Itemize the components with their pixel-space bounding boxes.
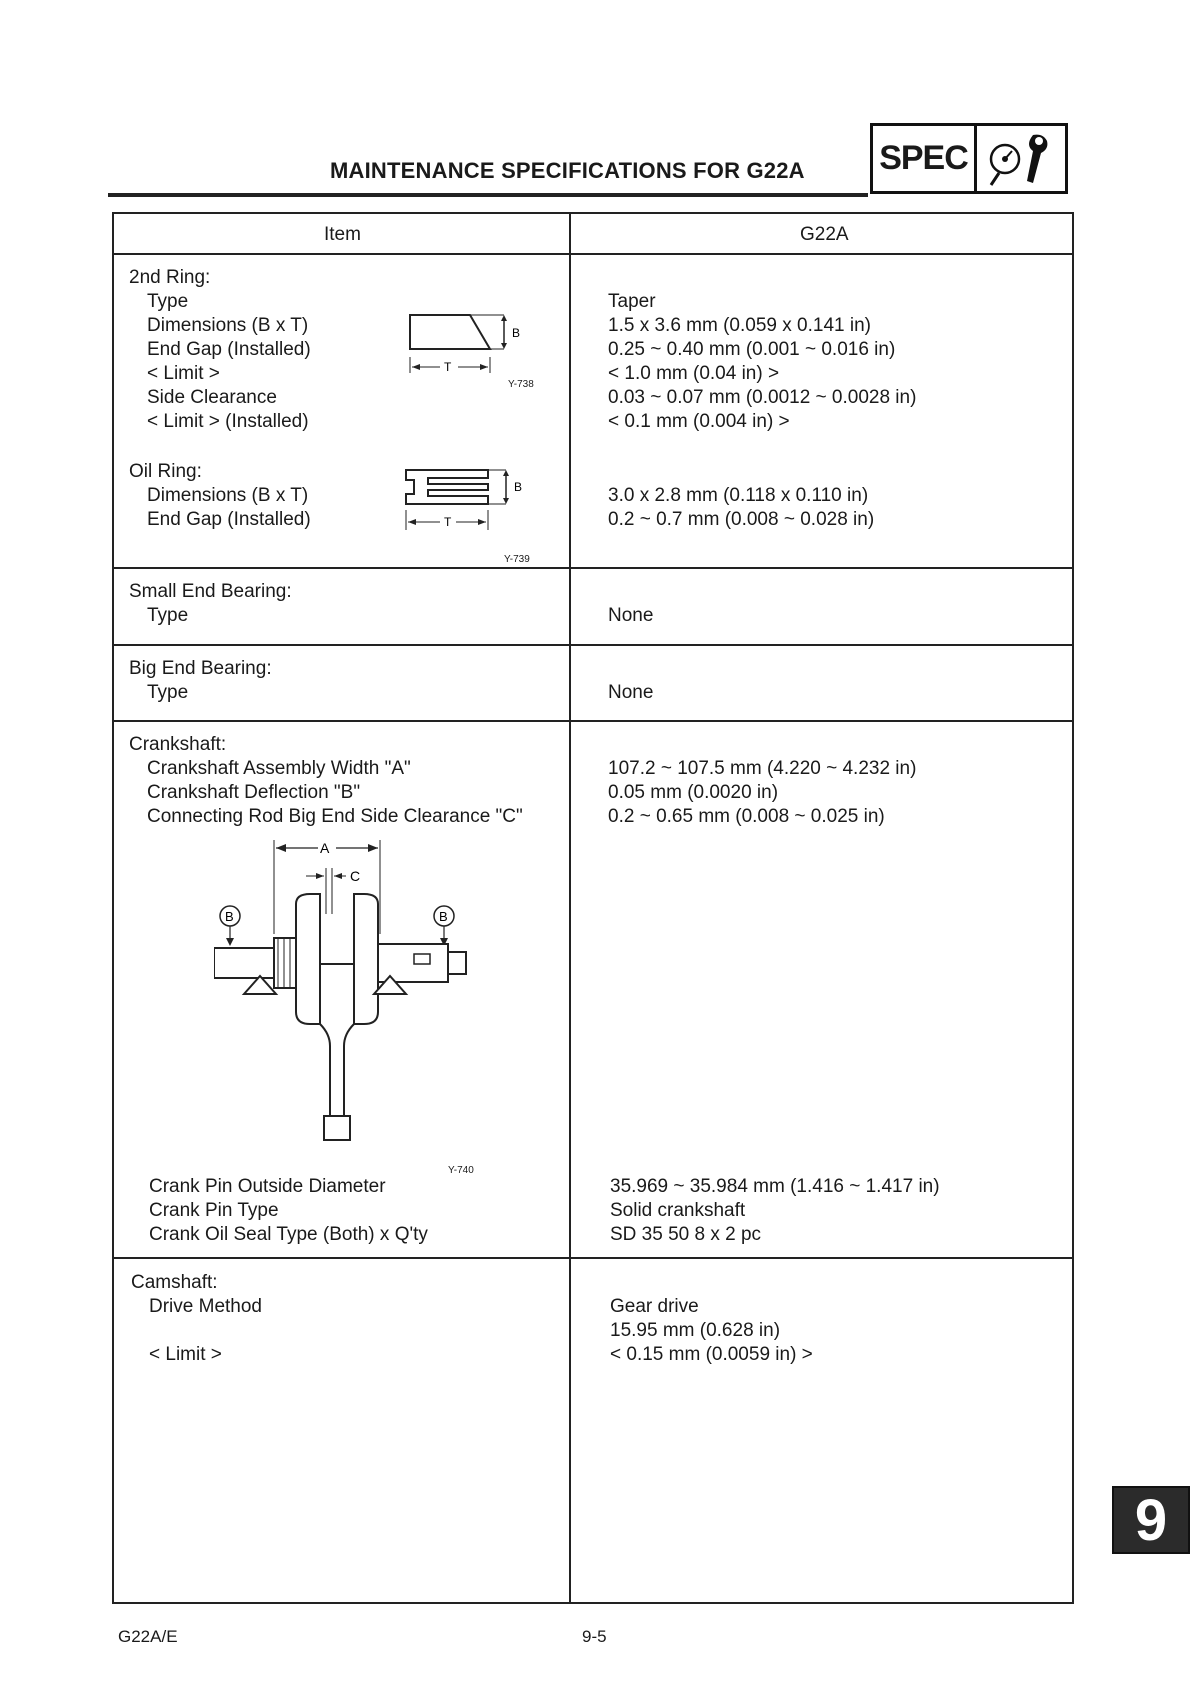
small-end-label: Type [147,605,189,626]
chapter-tab: 9 [1112,1486,1190,1554]
row-rule [114,567,1072,569]
dim-label-b: B [225,909,234,924]
figure-code: Y-740 [448,1165,474,1176]
oil-ring-label: Dimensions (B x T) [147,485,309,506]
crankshaft-value: 0.2 ~ 0.65 mm (0.008 ~ 0.025 in) [608,806,885,827]
camshaft-value: < 0.15 mm (0.0059 in) > [610,1344,813,1365]
crankshaft-value: SD 35 50 8 x 2 pc [610,1224,762,1245]
second-ring-label: Dimensions (B x T) [147,315,309,336]
crankshaft-label: Crankshaft Assembly Width "A" [147,758,411,779]
second-ring-value: 0.25 ~ 0.40 mm (0.001 ~ 0.016 in) [608,339,896,360]
dim-label-t: T [444,515,452,529]
footer-page-number: 9-5 [582,1627,607,1646]
column-header-item: Item [324,224,361,245]
second-ring-heading: 2nd Ring: [129,267,211,288]
crankshaft-value: 0.05 mm (0.0020 in) [608,782,779,803]
figure-code: Y-738 [508,379,534,390]
dim-label-b: B [514,480,523,494]
big-end-heading: Big End Bearing: [129,658,272,679]
crankshaft-label: Crankshaft Deflection "B" [147,782,361,803]
second-ring-value: < 1.0 mm (0.04 in) > [608,363,780,384]
footer-model: G22A/E [118,1627,178,1646]
camshaft-label: < Limit > [149,1344,222,1365]
row-rule [114,720,1072,722]
spec-table [112,212,1074,1604]
oil-ring-diagram [402,466,542,541]
second-ring-label: < Limit > [147,363,220,384]
gauge-wrench-icon [977,126,1065,191]
crankshaft-label: Crank Pin Outside Diameter [149,1176,386,1197]
column-divider [569,214,571,1602]
oil-ring-value: 3.0 x 2.8 mm (0.118 x 0.110 in) [608,485,869,506]
crankshaft-label: Crank Pin Type [149,1200,279,1221]
crankshaft-diagram [214,834,504,1154]
crankshaft-value: 35.969 ~ 35.984 mm (1.416 ~ 1.417 in) [610,1176,940,1197]
second-ring-label: < Limit > (Installed) [147,411,309,432]
dim-label-b: B [439,909,448,924]
camshaft-value: Gear drive [610,1296,699,1317]
second-ring-label: Side Clearance [147,387,277,408]
camshaft-label: Drive Method [149,1296,262,1317]
crankshaft-label: Connecting Rod Big End Side Clearance "C" [147,806,523,827]
second-ring-value: Taper [608,291,656,312]
crankshaft-value: 107.2 ~ 107.5 mm (4.220 ~ 4.232 in) [608,758,917,779]
camshaft-heading: Camshaft: [131,1272,218,1293]
big-end-label: Type [147,682,189,703]
dim-label-a: A [320,840,330,856]
figure-code: Y-739 [504,554,530,565]
big-end-value: None [608,682,654,703]
second-ring-value: 0.03 ~ 0.07 mm (0.0012 ~ 0.0028 in) [608,387,917,408]
row-rule [114,644,1072,646]
crankshaft-label: Crank Oil Seal Type (Both) x Q'ty [149,1224,428,1245]
camshaft-value: 15.95 mm (0.628 in) [610,1320,781,1341]
dim-label-t: T [444,360,452,374]
column-header-model: G22A [800,224,849,245]
spec-label: SPEC [873,126,977,191]
oil-ring-heading: Oil Ring: [129,461,202,482]
spec-badge [870,123,1068,194]
small-end-value: None [608,605,654,626]
second-ring-value: 1.5 x 3.6 mm (0.059 x 0.141 in) [608,315,871,336]
second-ring-label: End Gap (Installed) [147,339,311,360]
small-end-heading: Small End Bearing: [129,581,292,602]
crankshaft-heading: Crankshaft: [129,734,227,755]
oil-ring-label: End Gap (Installed) [147,509,311,530]
dim-label-b: B [512,326,521,340]
oil-ring-value: 0.2 ~ 0.7 mm (0.008 ~ 0.028 in) [608,509,875,530]
crankshaft-value: Solid crankshaft [610,1200,746,1221]
dim-label-c: C [350,868,361,884]
header-row-rule [114,253,1072,255]
second-ring-label: Type [147,291,189,312]
second-ring-value: < 0.1 mm (0.004 in) > [608,411,790,432]
row-rule [114,1257,1072,1259]
page-title: MAINTENANCE SPECIFICATIONS FOR G22A [330,158,805,183]
second-ring-diagram [404,309,544,379]
header-rule [108,193,868,197]
